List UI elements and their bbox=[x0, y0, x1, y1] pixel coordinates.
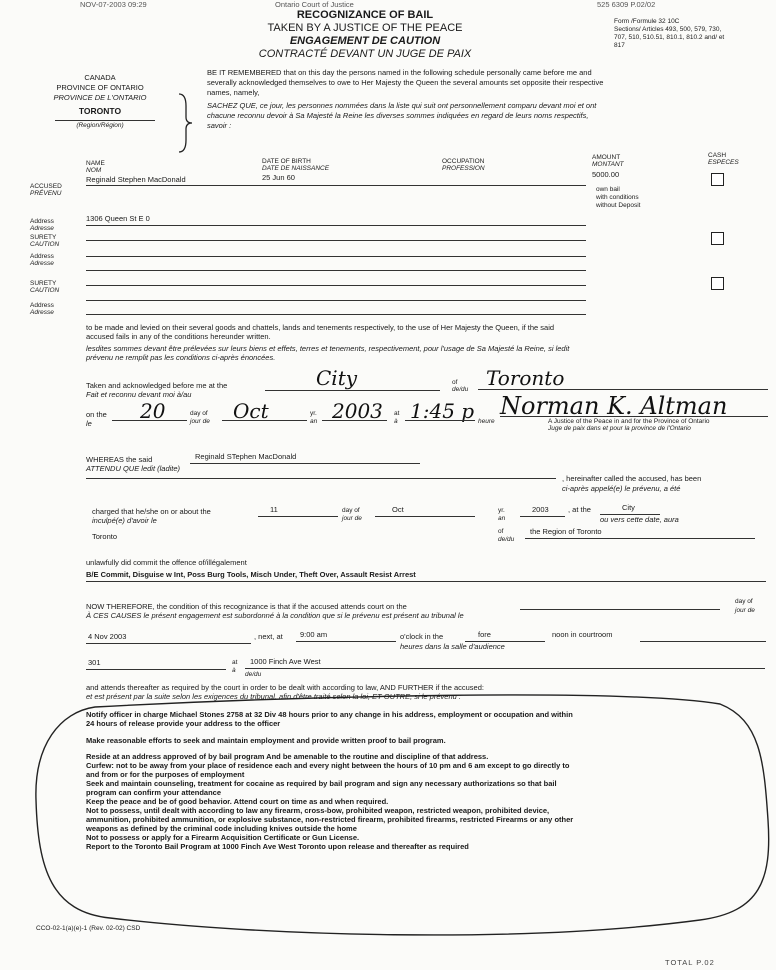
charge-at-the: , at the bbox=[568, 505, 591, 514]
court-de-du: de/du bbox=[245, 671, 262, 678]
title-line-4: CONTRACTÉ DEVANT UN JUGE DE PAIX bbox=[258, 48, 472, 60]
jp-caption-fr: Juge de paix dans et pour la province de l'Ontario bbox=[548, 425, 691, 432]
court-next-at: , next, at bbox=[254, 632, 283, 641]
surety-2-address-label-fr: Adresse bbox=[30, 309, 54, 316]
col-amount: AMOUNT bbox=[592, 154, 621, 161]
charge-au: ou vers cette date, aura bbox=[600, 515, 679, 524]
charge-month: Oct bbox=[392, 505, 404, 514]
accused-dob: 25 Jun 60 bbox=[262, 173, 295, 182]
jp-caption-en: A Justice of the Peace in and for the Province of Ontario bbox=[548, 418, 710, 425]
title-line-1: RECOGNIZANCE OF BAIL bbox=[296, 9, 434, 21]
charge-yr: yr. bbox=[498, 507, 505, 514]
form-ref-3: 707, 510, 510.51, 810.1, 810.2 and/ et bbox=[614, 34, 725, 41]
surety-1-label-fr: CAUTION bbox=[30, 241, 60, 248]
col-occupation-fr: PROFESSION bbox=[442, 165, 485, 172]
charged-fr: inculpé(e) d'avoir le bbox=[92, 516, 157, 525]
col-cash-fr: ESPECES bbox=[708, 159, 739, 166]
whereas-name: Reginald STephen MacDonald bbox=[195, 452, 297, 461]
condition-6: and from or for the purposes of employment bbox=[86, 770, 245, 779]
ack-yr: yr. bbox=[310, 410, 317, 417]
attends-fr: et est présent par la suite selon les exigences du tribunal, afin d'être traité selon la loi, ET OUTRE, si le prévenu : bbox=[86, 692, 461, 701]
jurisdiction-region: TORONTO bbox=[78, 106, 122, 116]
condition-8: program can confirm your attendance bbox=[86, 788, 222, 797]
ack-handwritten-place: City bbox=[316, 366, 358, 390]
condition-9: Keep the peace and be of good behavior. Attend court on time as and when required. bbox=[86, 797, 389, 806]
offence-label: unlawfully did commit the offence of/illégalement bbox=[86, 558, 247, 567]
jurisdiction-canada: CANADA bbox=[84, 73, 116, 82]
ack-taken: Taken and acknowledged before me at the bbox=[86, 381, 228, 390]
ack-an: an bbox=[310, 418, 318, 425]
court-period: fore bbox=[478, 630, 491, 639]
intro-en-3: names, namely, bbox=[207, 88, 260, 97]
ack-taken-fr: Fait et reconnu devant moi à/au bbox=[86, 390, 192, 399]
hereinafter-en: , hereinafter called the accused, has been bbox=[562, 474, 702, 483]
charge-de-du: de/du bbox=[498, 536, 515, 543]
accused-amount: 5000.00 bbox=[592, 170, 620, 179]
whereas-label: WHEREAS the said bbox=[86, 455, 153, 464]
amount-note-2: with conditions bbox=[596, 194, 639, 201]
court-heures: heures dans la salle d'audience bbox=[400, 642, 505, 651]
col-dob-fr: DATE DE NAISSANCE bbox=[262, 165, 330, 172]
charge-region: the Region of Toronto bbox=[530, 527, 602, 536]
offence-text: B/E Commit, Disguise w Int, Poss Burg Tools, Misch Under, Theft Over, Assault Resist Arrest bbox=[86, 570, 416, 579]
col-cash: CASH bbox=[708, 152, 727, 159]
col-name-fr: NOM bbox=[86, 167, 102, 174]
courtroom-number: 301 bbox=[88, 658, 101, 667]
jurisdiction-province-fr: PROVINCE DE L'ONTARIO bbox=[53, 93, 147, 102]
ack-of: of bbox=[452, 379, 458, 386]
accused-label: ACCUSED bbox=[30, 183, 62, 190]
court-at: at bbox=[232, 659, 238, 666]
col-name: NAME bbox=[86, 160, 105, 167]
ack-day-of: day of bbox=[190, 410, 208, 417]
charge-day: 11 bbox=[270, 505, 278, 514]
ack-handwritten-time: 1:45 p bbox=[410, 399, 475, 423]
surety-1-address-label: Address bbox=[30, 253, 54, 260]
ack-handwritten-day: 20 bbox=[140, 399, 166, 423]
now-jour-de: jour de bbox=[735, 607, 755, 614]
ack-handwritten-month: Oct bbox=[233, 399, 269, 423]
ack-a: à bbox=[394, 418, 398, 425]
charge-place: City bbox=[622, 503, 635, 512]
accused-label-fr: PRÉVENU bbox=[30, 190, 62, 197]
ack-le: le bbox=[86, 419, 92, 428]
fax-header-left: NOV-07-2003 09:29 bbox=[80, 0, 147, 9]
accused-name: Reginald Stephen MacDonald bbox=[86, 175, 186, 184]
ack-hours: heure bbox=[478, 418, 495, 425]
condition-12: weapons as defined by the criminal code including knives outside the home bbox=[86, 824, 357, 833]
charge-toronto: Toronto bbox=[92, 532, 118, 541]
fax-footer: TOTAL P.02 bbox=[665, 958, 715, 967]
intro-en-2: severally acknowledged themselves to owe to Her Majesty the Queen the several amounts set opposite their respective bbox=[207, 78, 604, 87]
jp-signature: Norman K. Altman bbox=[500, 392, 728, 420]
condition-2: 24 hours of release provide your address to the officer bbox=[86, 719, 281, 728]
hereinafter-fr: ci-après appelé(e) le prévenu, a été bbox=[562, 484, 681, 493]
jurisdiction-province: PROVINCE OF ONTARIO bbox=[56, 83, 144, 92]
ack-on-the: on the bbox=[86, 410, 107, 419]
court-noon: noon in courtroom bbox=[552, 630, 613, 639]
condition-3: Make reasonable efforts to seek and maintain employment and provide written proof to bail program. bbox=[86, 736, 446, 745]
court-address: 1000 Finch Ave West bbox=[250, 657, 321, 666]
form-ref-4: 817 bbox=[614, 42, 625, 49]
condition-13: Not to possess or apply for a Firearm Acquisition Certificate or Gun License. bbox=[86, 833, 360, 842]
surety-1-label: SURETY bbox=[30, 234, 57, 241]
accused-address: 1306 Queen St E 0 bbox=[86, 214, 150, 223]
now-therefore-en: NOW THEREFORE, the condition of this recognizance is that if the accused attends court on the bbox=[86, 602, 407, 611]
col-occupation: OCCUPATION bbox=[442, 158, 485, 165]
ack-handwritten-year: 2003 bbox=[332, 399, 383, 423]
condition-11: ammunition, prohibited ammunition, or explosive substance, non-restricted firearm, prohibited firearms, restricted Firearms or any other bbox=[86, 815, 574, 824]
surety-1-address-label-fr: Adresse bbox=[30, 260, 54, 267]
charge-jour-de: jour de bbox=[342, 515, 362, 522]
ack-jour-de: jour de bbox=[190, 418, 210, 425]
condition-10: Not to possess, until dealt with according to law any firearm, cross-bow, prohibited weapon, restricted weapon, prohibited device, bbox=[86, 806, 550, 815]
ack-at: at bbox=[394, 410, 400, 417]
condition-5: Curfew: not to be away from your place of residence each and every night between the hours of 10 pm and 6 am except to go directly to bbox=[86, 761, 570, 770]
form-code: CCO-02-1(a)(e)-1 (Rev. 02-02) CSD bbox=[36, 925, 141, 932]
court-date: 4 Nov 2003 bbox=[88, 632, 127, 641]
court-oclock: o'clock in the bbox=[400, 632, 444, 641]
charge-year: 2003 bbox=[532, 505, 549, 514]
accused-address-label-fr: Adresse bbox=[30, 225, 54, 232]
court-a: à bbox=[232, 667, 236, 674]
whereas-label-fr: ATTENDU QUE ledit (ladite) bbox=[86, 464, 181, 473]
condition-7: Seek and maintain counseling, treatment for cocaine as required by bail program and sign any necessary authorizations so that bail bbox=[86, 779, 557, 788]
condition-4: Reside at an address approved of by bail program And be amenable to the routine and discipline of that address. bbox=[86, 752, 489, 761]
ack-handwritten-city: Toronto bbox=[486, 366, 565, 390]
now-day-of: day of bbox=[735, 598, 753, 605]
title-line-2: TAKEN BY A JUSTICE OF THE PEACE bbox=[267, 22, 463, 34]
form-ref-2: Sections/ Articles 493, 500, 579, 730, bbox=[614, 26, 722, 33]
col-amount-fr: MONTANT bbox=[592, 161, 624, 168]
surety-2-address-label: Address bbox=[30, 302, 54, 309]
fax-header-mid: Ontario Court of Justice bbox=[275, 0, 354, 9]
condition-1: Notify officer in charge Michael Stones 2758 at 32 Div 48 hours prior to any change in his address, employment or occupation and within bbox=[86, 710, 573, 719]
levy-fr-2: prévenu ne remplit pas les conditions ci-après énoncées. bbox=[86, 353, 276, 362]
amount-note-1: own bail bbox=[596, 186, 620, 193]
levy-en-2: accused fails in any of the conditions hereunder written. bbox=[86, 332, 271, 341]
amount-note-3: without Deposit bbox=[596, 202, 641, 209]
intro-fr-1: SACHEZ QUE, ce jour, les personnes nommées dans la liste qui suit ont personnellement comparu devant moi et ont bbox=[207, 101, 597, 110]
intro-fr-3: savoir : bbox=[207, 121, 232, 130]
accused-address-label: Address bbox=[30, 218, 54, 225]
surety-2-label-fr: CAUTION bbox=[30, 287, 60, 294]
levy-en-1: to be made and levied on their several goods and chattels, lands and tenements respectively, to the use of Her Majesty the Queen, if the said bbox=[86, 323, 555, 332]
charge-of: of bbox=[498, 528, 504, 535]
ack-of-fr: de/du bbox=[452, 386, 469, 393]
col-dob: DATE OF BIRTH bbox=[262, 158, 311, 165]
intro-en-1: BE IT REMEMBERED that on this day the persons named in the following schedule personally came before me and bbox=[207, 68, 592, 77]
title-line-3: ENGAGEMENT DE CAUTION bbox=[289, 35, 441, 47]
surety-2-label: SURETY bbox=[30, 280, 57, 287]
court-time: 9:00 am bbox=[300, 630, 328, 639]
levy-fr-1: lesdites sommes devant être prélevées sur leurs biens et effets, terres et tenements, respectivement, pour l'usage de Sa Majesté la Reine, si ledit bbox=[86, 344, 570, 353]
fax-header-right: 525 6309 P.02/02 bbox=[597, 0, 656, 9]
now-therefore-fr: À CES CAUSES le présent engagement est subordonné à la condition que si le prévenu est présent au tribunal le bbox=[86, 611, 464, 620]
form-ref-1: Form /Formule 32 10C bbox=[614, 18, 680, 25]
jurisdiction-region-label: (Region/Région) bbox=[76, 122, 124, 129]
condition-14: Report to the Toronto Bail Program at 1000 Finch Ave West Toronto upon release and thereafter as required bbox=[86, 842, 469, 851]
attends-en: and attends thereafter as required by the court in order to be dealt with according to law, AND FURTHER if the accused: bbox=[86, 683, 484, 692]
charge-an: an bbox=[498, 515, 506, 522]
charged-en: charged that he/she on or about the bbox=[92, 507, 211, 516]
charge-day-of: day of bbox=[342, 507, 360, 514]
intro-fr-2: chacune reconnu devoir à Sa Majesté la Reine les diverses sommes indiquées en regard de leurs noms respectifs, bbox=[207, 111, 589, 120]
